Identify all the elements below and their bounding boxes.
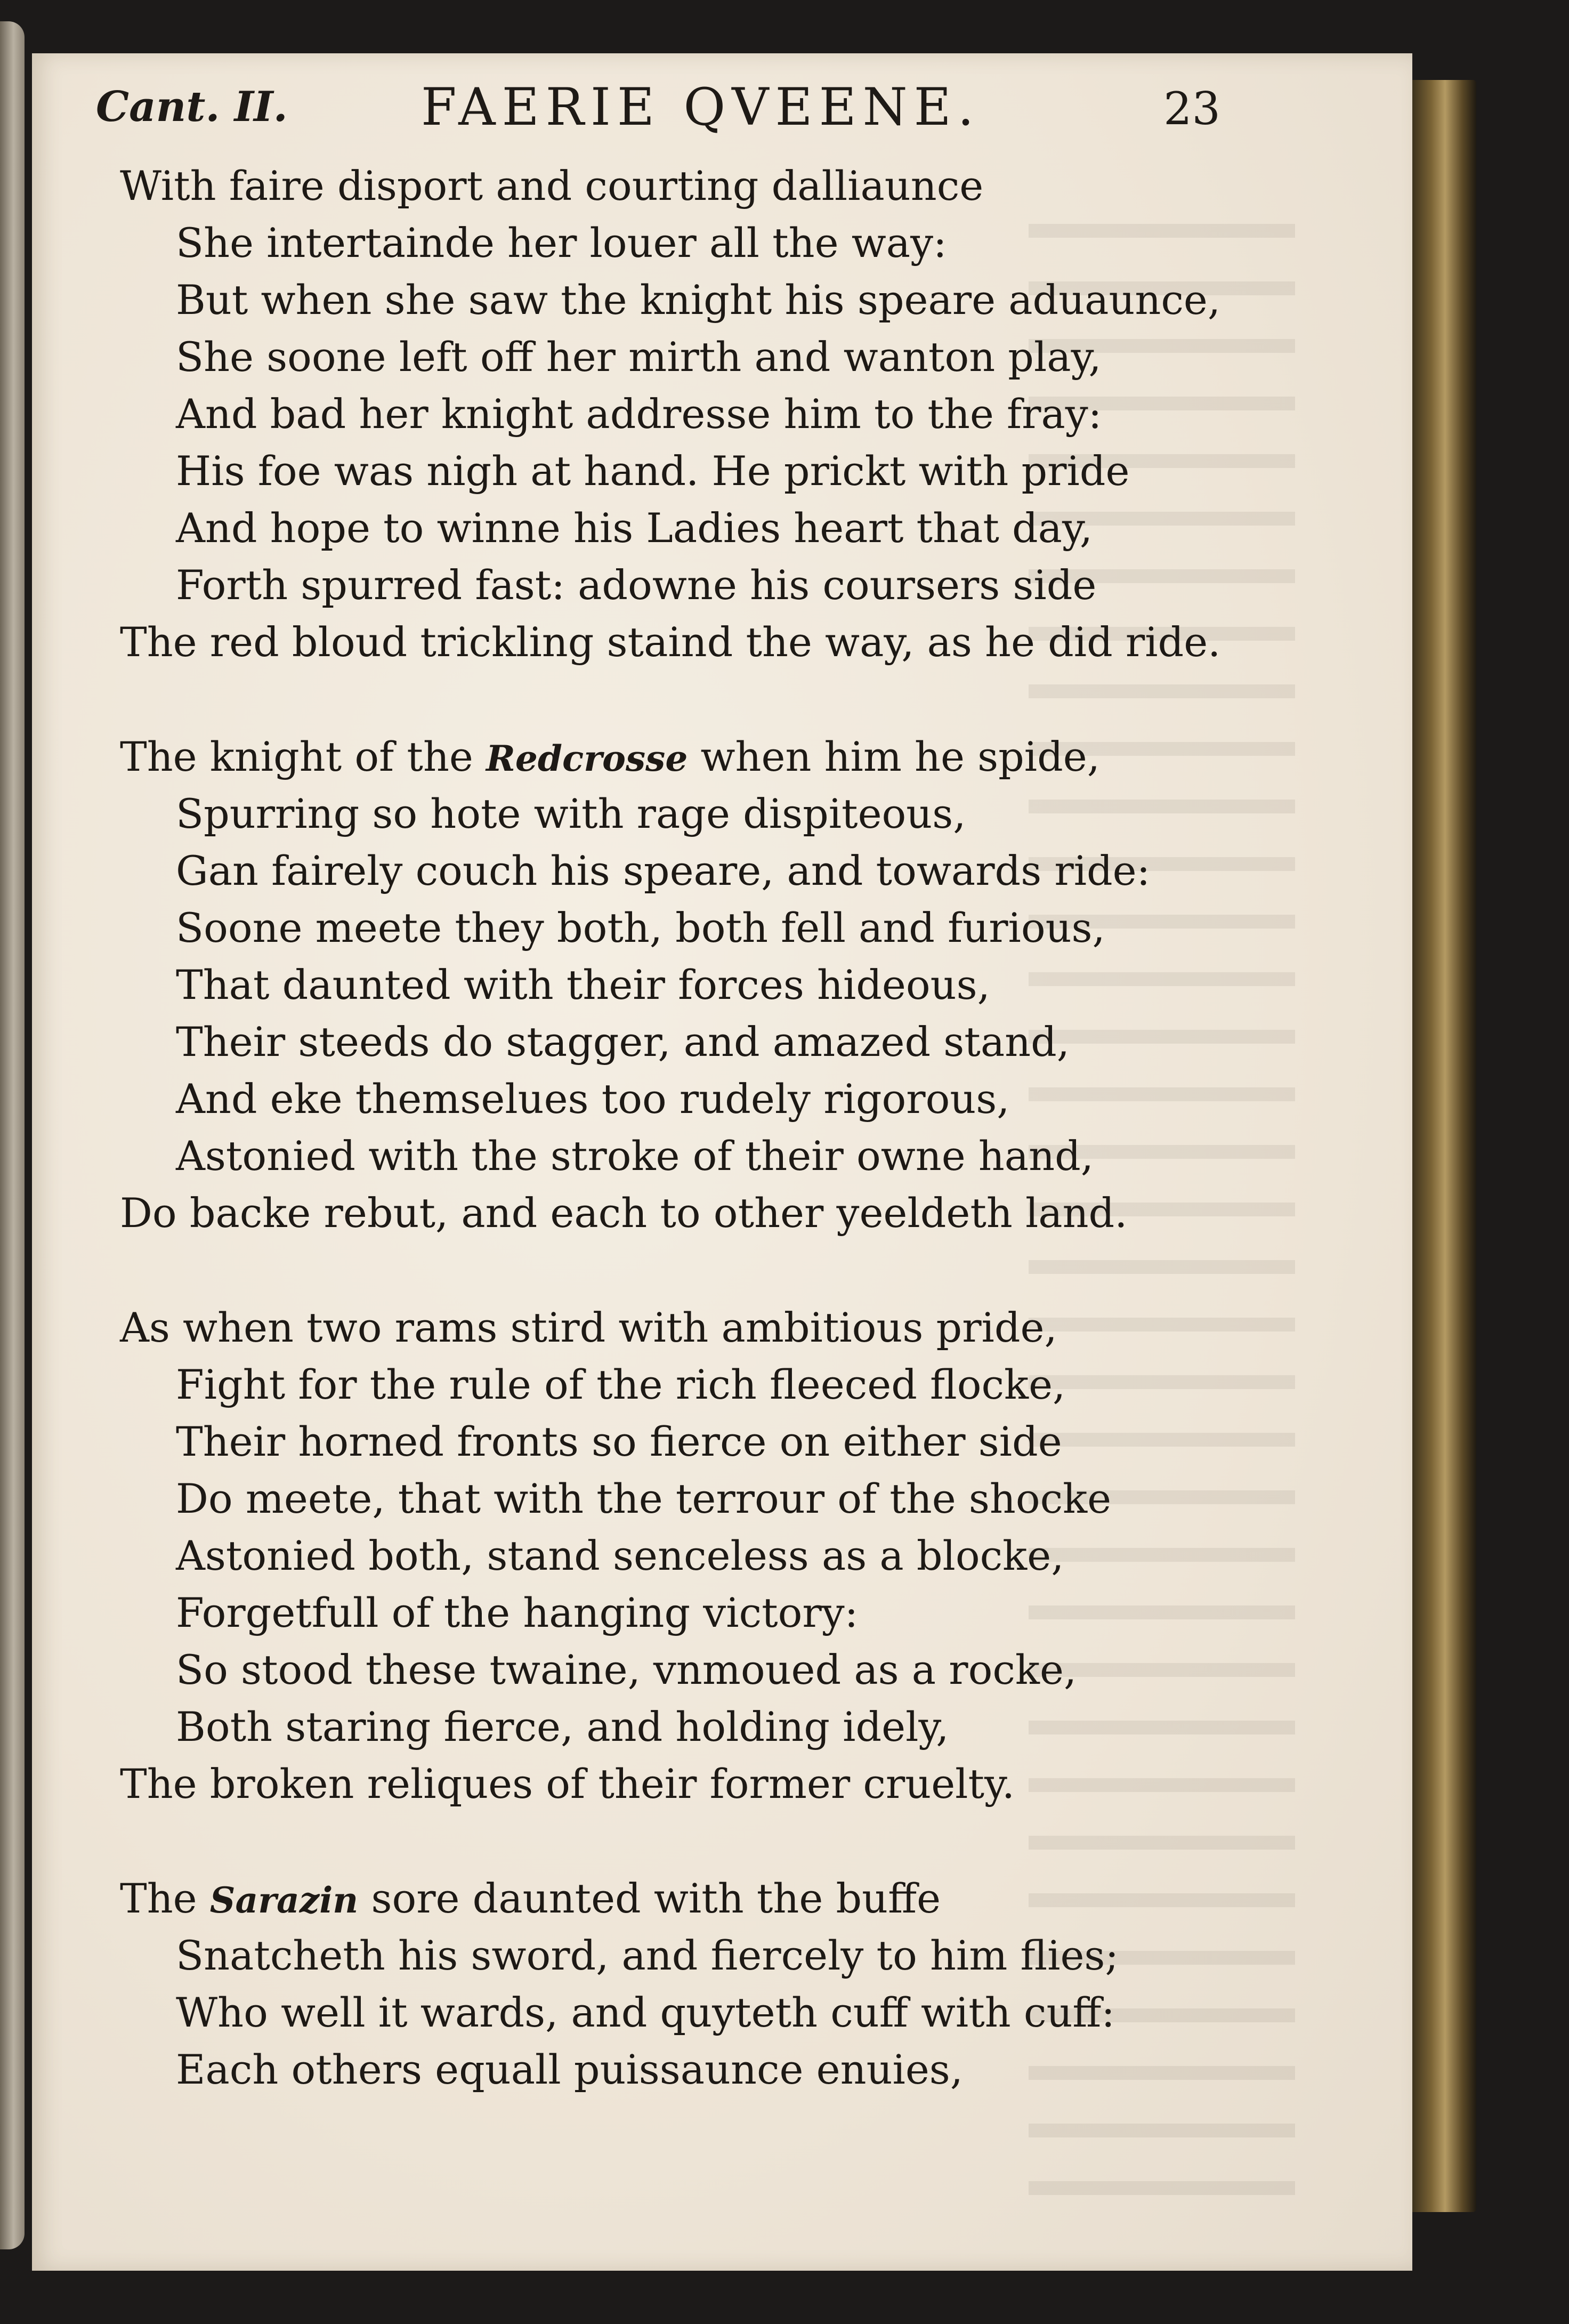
- verse-line: His foe was nigh at hand. He prickt with pride: [176, 447, 1130, 495]
- verse-line: And eke themselues too rudely rigorous,: [176, 1075, 1010, 1123]
- verse-text: sore daunted with the buffe: [358, 1875, 941, 1922]
- verse-line: So stood these twaine, vnmoued as a rocke,: [176, 1646, 1077, 1693]
- verse-line: As when two rams stird with ambitious pride,: [120, 1304, 1057, 1351]
- verse-line: Forth spurred fast: adowne his coursers side: [176, 561, 1097, 609]
- verse-line: She soone left off her mirth and wanton play,: [176, 333, 1102, 381]
- verse-line: Spurring so hote with rage dispiteous,: [176, 790, 966, 837]
- stanza: [120, 728, 1266, 1241]
- previous-page-edge: [0, 21, 25, 2249]
- page-number: 23: [1163, 83, 1220, 135]
- verse-line: Who well it wards, and quyteth cuff with cuff:: [176, 1989, 1115, 2036]
- verse-line: Gan fairely couch his speare, and towards ride:: [176, 847, 1151, 894]
- stanza: [120, 157, 1266, 671]
- verse-line: Do meete, that with the terrour of the shocke: [176, 1475, 1112, 1522]
- page-header: [96, 77, 1220, 141]
- verse-line: Forgetfull of the hanging victory:: [176, 1589, 859, 1636]
- verse-line: [120, 728, 1266, 785]
- verse-line: Each others equall puissaunce enuies,: [176, 2046, 963, 2093]
- verse-line: Their horned fronts so fierce on either side: [176, 1418, 1062, 1465]
- running-title: FAERIE QVEENE.: [421, 77, 981, 137]
- verse-line: And hope to winne his Ladies heart that day,: [176, 504, 1093, 552]
- verse-text: The knight of the: [120, 733, 487, 780]
- stanza: [120, 1870, 1266, 2098]
- verse-line: Astonied both, stand senceless as a blocke,: [176, 1532, 1064, 1579]
- poem-text: [120, 157, 1266, 2156]
- verse-line: Do backe rebut, and each to other yeeldeth land.: [120, 1189, 1128, 1237]
- canto-heading: Cant. II.: [96, 83, 288, 131]
- verse-line: That daunted with their forces hideous,: [176, 961, 990, 1008]
- stanza: [120, 1299, 1266, 1812]
- proper-name: Redcrosse: [486, 738, 688, 779]
- verse-line: [120, 1870, 1266, 1927]
- verse-line: Their steeds do stagger, and amazed stand,: [176, 1018, 1070, 1066]
- verse-line: Snatcheth his sword, and fiercely to him flies;: [176, 1932, 1119, 1979]
- verse-line: Soone meete they both, both fell and furious,: [176, 904, 1105, 951]
- proper-name: Sarazin: [209, 1879, 359, 1921]
- verse-line: Fight for the rule of the rich fleeced flocke,: [176, 1361, 1066, 1408]
- verse-text: when him he spide,: [688, 733, 1100, 780]
- verse-line: And bad her knight addresse him to the fray:: [176, 390, 1102, 438]
- verse-line: Astonied with the stroke of their owne hand,: [176, 1132, 1094, 1180]
- verse-line: The red bloud trickling staind the way, as he did ride.: [120, 618, 1221, 666]
- verse-line: The broken reliques of their former cruelty.: [120, 1760, 1015, 1807]
- verse-line: Both staring fierce, and holding idely,: [176, 1703, 949, 1750]
- gilt-page-edges: [1407, 80, 1476, 2212]
- verse-line: With faire disport and courting dalliaunce: [120, 162, 984, 209]
- verse-line: She intertainde her louer all the way:: [176, 219, 947, 267]
- verse-line: But when she saw the knight his speare aduaunce,: [176, 276, 1221, 324]
- verse-text: The: [120, 1875, 210, 1922]
